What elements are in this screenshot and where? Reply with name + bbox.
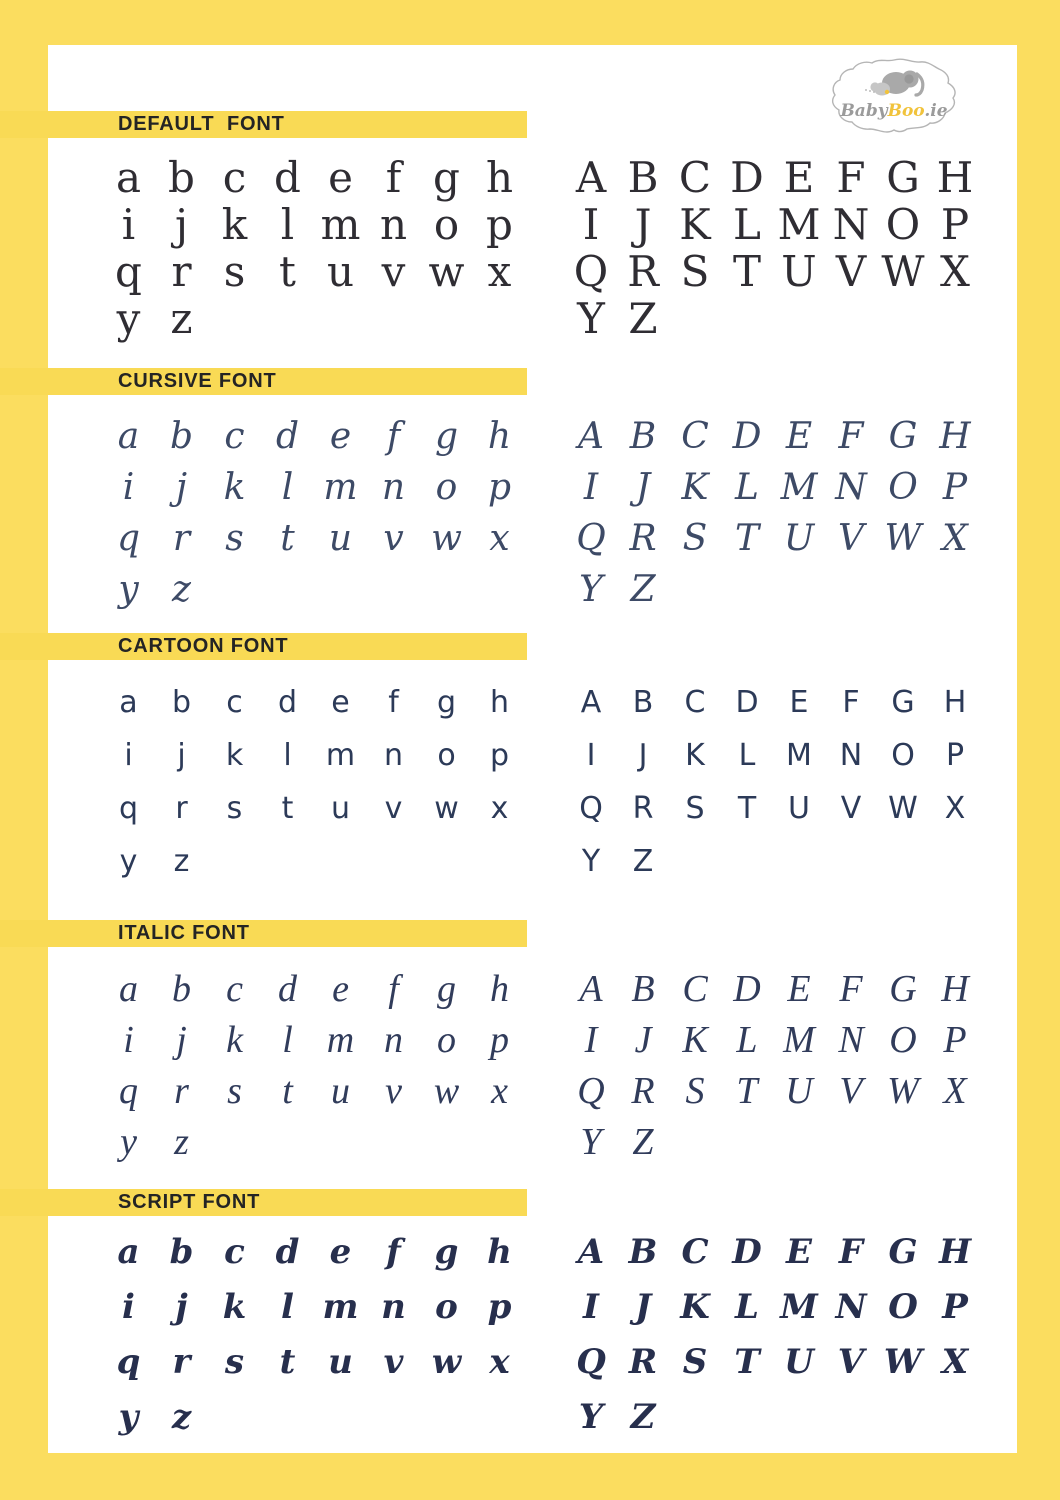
letter-glyph: j <box>175 1286 188 1327</box>
font-section <box>0 633 1060 888</box>
letter-glyph: a <box>115 152 142 202</box>
letter-glyph: v <box>383 517 404 559</box>
letter-glyph: m <box>320 199 361 249</box>
letter-glyph: M <box>777 199 821 249</box>
letter-glyph: r <box>174 1069 189 1112</box>
letter-glyph: o <box>437 1018 456 1061</box>
lowercase-letter-grid <box>102 154 526 342</box>
letter-glyph: O <box>888 466 918 508</box>
logo-text-ie: .ie <box>924 101 948 121</box>
letter-glyph: l <box>281 466 294 508</box>
letter-glyph: v <box>381 246 406 296</box>
letter-glyph: k <box>222 1286 247 1327</box>
letter-glyph: V <box>838 517 864 559</box>
letter-glyph: w <box>428 246 465 296</box>
letter-glyph: i <box>122 466 135 508</box>
letter-glyph: q <box>116 1341 141 1382</box>
letter-glyph: d <box>278 967 297 1010</box>
logo-text-baby: Baby <box>840 101 888 121</box>
section-header <box>0 1189 527 1216</box>
letter-glyph: s <box>226 790 243 826</box>
letter-glyph: A <box>578 415 604 457</box>
letter-glyph: H <box>943 684 967 720</box>
letter-glyph: Y <box>579 568 603 610</box>
letter-glyph: K <box>681 466 709 508</box>
letter-glyph: T <box>732 246 761 296</box>
letter-glyph: V <box>835 246 867 296</box>
letter-rows <box>0 154 1060 342</box>
letter-glyph: b <box>169 1231 194 1272</box>
letter-glyph: F <box>839 967 863 1010</box>
letter-glyph: c <box>224 1231 245 1272</box>
uppercase-letter-grid <box>565 676 981 888</box>
letter-glyph: z <box>173 843 190 879</box>
section-title: ITALIC FONT <box>118 922 250 944</box>
letter-glyph: K <box>682 1018 708 1061</box>
letter-glyph: b <box>172 967 191 1010</box>
letter-glyph: E <box>787 967 811 1010</box>
letter-glyph: Y <box>577 293 605 343</box>
lowercase-letter-grid <box>102 411 526 615</box>
letter-glyph: y <box>116 293 141 343</box>
letter-glyph: a <box>119 967 138 1010</box>
letter-glyph: g <box>436 684 457 720</box>
letter-glyph: x <box>489 517 510 559</box>
letter-glyph: u <box>328 1341 353 1382</box>
logo-text-boo: Boo <box>887 101 925 121</box>
letter-glyph: m <box>322 1286 359 1327</box>
letter-glyph: E <box>786 1231 812 1272</box>
letter-glyph: M <box>780 1286 818 1327</box>
letter-glyph: x <box>490 790 509 826</box>
letter-glyph: n <box>381 466 406 508</box>
letter-glyph: s <box>227 1069 242 1112</box>
letter-glyph: T <box>736 1069 758 1112</box>
letter-glyph: R <box>629 517 657 559</box>
letter-glyph: e <box>331 684 350 720</box>
letter-glyph: R <box>631 1069 655 1112</box>
letter-glyph: n <box>381 1286 406 1327</box>
letter-glyph: O <box>885 199 921 249</box>
letter-glyph: r <box>171 246 192 296</box>
letter-glyph: L <box>735 466 759 508</box>
letter-glyph: G <box>886 152 920 202</box>
letter-glyph: X <box>941 1341 969 1382</box>
letter-glyph: A <box>580 684 602 720</box>
letter-glyph: f <box>386 415 401 457</box>
letter-glyph: g <box>434 1231 459 1272</box>
letter-glyph: P <box>945 737 965 773</box>
letter-glyph: J <box>635 466 651 508</box>
letter-glyph: d <box>277 684 298 720</box>
uppercase-letter-grid <box>565 154 981 342</box>
letter-glyph: P <box>942 466 968 508</box>
letter-glyph: C <box>682 967 708 1010</box>
letter-glyph: R <box>628 1341 658 1382</box>
letter-glyph: J <box>634 199 652 249</box>
letter-glyph: v <box>385 1069 402 1112</box>
letter-glyph: w <box>431 517 462 559</box>
letter-glyph: x <box>487 246 512 296</box>
font-section <box>0 920 1060 1167</box>
letter-glyph: C <box>678 152 712 202</box>
letter-glyph: y <box>119 843 138 879</box>
letter-glyph: O <box>891 737 915 773</box>
section-title: SCRIPT FONT <box>118 1191 261 1213</box>
letter-glyph: k <box>221 199 248 249</box>
letter-glyph: J <box>634 1018 652 1061</box>
letter-glyph: W <box>881 246 925 296</box>
letter-glyph: b <box>168 152 195 202</box>
letter-glyph: h <box>485 152 514 202</box>
letter-glyph: S <box>680 246 710 296</box>
letter-glyph: U <box>781 246 817 296</box>
letter-glyph: h <box>487 415 512 457</box>
letter-glyph: l <box>281 1286 294 1327</box>
font-section <box>0 111 1060 342</box>
letter-glyph: T <box>734 517 759 559</box>
letter-glyph: l <box>282 1018 293 1061</box>
letter-glyph: C <box>681 415 709 457</box>
letter-glyph: d <box>275 1231 300 1272</box>
section-header <box>0 111 527 138</box>
letter-glyph: p <box>490 1018 509 1061</box>
letter-glyph: z <box>172 568 191 610</box>
letter-glyph: v <box>384 790 403 826</box>
letter-glyph: A <box>575 152 607 202</box>
letter-glyph: F <box>836 152 866 202</box>
letter-glyph: o <box>435 1286 458 1327</box>
letter-glyph: q <box>119 1069 138 1112</box>
letter-glyph: Y <box>578 1396 604 1437</box>
letter-glyph: L <box>738 737 756 773</box>
letter-glyph: K <box>680 1286 710 1327</box>
letter-glyph: K <box>679 199 711 249</box>
letter-glyph: c <box>224 415 245 457</box>
letter-glyph: n <box>379 199 408 249</box>
letter-glyph: i <box>121 199 136 249</box>
letter-glyph: M <box>786 737 812 773</box>
letter-glyph: c <box>226 684 243 720</box>
letter-glyph: g <box>434 415 459 457</box>
letter-glyph: s <box>223 246 246 296</box>
letter-glyph: G <box>889 967 917 1010</box>
letter-glyph: N <box>838 1018 864 1061</box>
letter-glyph: a <box>117 415 140 457</box>
letter-glyph: W <box>888 790 918 826</box>
letter-glyph: S <box>685 1069 705 1112</box>
letter-glyph: W <box>883 1341 923 1382</box>
letter-glyph: S <box>685 790 705 826</box>
letter-glyph: I <box>584 1018 598 1061</box>
letter-glyph: Z <box>630 1396 656 1437</box>
letter-glyph: y <box>120 1120 137 1163</box>
section-header <box>0 368 527 395</box>
letter-glyph: D <box>732 415 762 457</box>
letter-glyph: X <box>943 1069 967 1112</box>
letter-glyph: I <box>586 737 596 773</box>
letter-glyph: S <box>682 1341 708 1382</box>
letter-glyph: E <box>785 415 813 457</box>
lowercase-letter-grid <box>102 676 526 888</box>
letter-glyph: P <box>940 199 970 249</box>
letter-glyph: K <box>685 737 705 773</box>
letter-glyph: v <box>383 1341 404 1382</box>
letter-glyph: j <box>175 466 188 508</box>
letter-glyph: q <box>116 517 141 559</box>
letter-glyph: B <box>632 684 654 720</box>
letter-glyph: A <box>579 967 603 1010</box>
letter-glyph: Z <box>632 843 654 879</box>
letter-glyph: d <box>274 152 301 202</box>
letter-glyph: C <box>681 1231 709 1272</box>
letter-glyph: e <box>329 1231 352 1272</box>
letter-glyph: N <box>839 737 863 773</box>
letter-glyph: w <box>434 790 459 826</box>
letter-glyph: p <box>489 737 510 773</box>
letter-glyph: t <box>279 246 296 296</box>
lowercase-letter-grid <box>102 963 526 1167</box>
letter-glyph: A <box>577 1231 605 1272</box>
letter-glyph: h <box>490 967 509 1010</box>
letter-glyph: I <box>583 466 599 508</box>
letter-glyph: o <box>433 199 460 249</box>
font-section <box>0 368 1060 615</box>
letter-glyph: N <box>832 199 870 249</box>
letter-glyph: s <box>225 517 244 559</box>
letter-glyph: G <box>888 415 918 457</box>
letter-glyph: F <box>842 684 860 720</box>
letter-glyph: r <box>172 1341 191 1382</box>
letter-glyph: z <box>171 1396 192 1437</box>
letter-glyph: k <box>225 737 244 773</box>
letter-glyph: t <box>281 790 294 826</box>
letter-glyph: U <box>784 1341 814 1382</box>
letter-glyph: g <box>433 152 460 202</box>
letter-glyph: p <box>486 199 513 249</box>
letter-glyph: f <box>388 967 399 1010</box>
letter-glyph: p <box>487 466 512 508</box>
letter-glyph: L <box>733 199 761 249</box>
letter-glyph: x <box>491 1069 508 1112</box>
letter-glyph: R <box>632 790 654 826</box>
letter-glyph: G <box>888 1231 918 1272</box>
uppercase-letter-grid <box>565 1224 981 1444</box>
uppercase-letter-grid <box>565 963 981 1167</box>
letter-glyph: i <box>123 1018 134 1061</box>
letter-glyph: Q <box>576 1341 606 1382</box>
letter-glyph: x <box>489 1341 510 1382</box>
letter-glyph: H <box>941 967 969 1010</box>
letter-glyph: s <box>224 1341 245 1382</box>
letter-glyph: c <box>226 967 243 1010</box>
letter-glyph: W <box>884 517 922 559</box>
letter-glyph: V <box>839 1069 863 1112</box>
letter-glyph: F <box>838 1231 864 1272</box>
letter-glyph: V <box>837 1341 865 1382</box>
letter-glyph: e <box>332 967 349 1010</box>
letter-glyph: N <box>835 466 867 508</box>
letter-glyph: U <box>783 517 815 559</box>
letter-glyph: j <box>174 199 189 249</box>
letter-glyph: L <box>736 1018 758 1061</box>
section-header <box>0 920 527 947</box>
letter-glyph: Z <box>630 568 656 610</box>
letter-glyph: Q <box>576 517 606 559</box>
letter-glyph: Y <box>580 1120 602 1163</box>
letter-glyph: J <box>634 1286 652 1327</box>
letter-glyph: Z <box>632 1120 654 1163</box>
letter-glyph: e <box>329 415 352 457</box>
letter-glyph: t <box>282 1069 293 1112</box>
letter-glyph: B <box>631 967 655 1010</box>
letter-glyph: D <box>735 684 759 720</box>
letter-glyph: f <box>388 684 399 720</box>
letter-glyph: Z <box>628 293 658 343</box>
letter-glyph: i <box>122 1286 135 1327</box>
letter-glyph: f <box>385 152 402 202</box>
letter-glyph: X <box>944 790 966 826</box>
letter-glyph: e <box>328 152 353 202</box>
letter-glyph: q <box>115 246 142 296</box>
letter-glyph: J <box>638 737 648 773</box>
letter-glyph: B <box>628 1231 658 1272</box>
letter-glyph: I <box>583 1286 599 1327</box>
letter-glyph: u <box>330 790 350 826</box>
letter-glyph: O <box>889 1018 917 1061</box>
letter-glyph: j <box>176 1018 187 1061</box>
letter-glyph: Q <box>573 246 609 296</box>
letter-glyph: u <box>326 246 355 296</box>
letter-glyph: r <box>175 790 188 826</box>
letter-glyph: h <box>489 684 509 720</box>
letter-glyph: O <box>888 1286 918 1327</box>
letter-glyph: o <box>437 737 456 773</box>
letter-glyph: E <box>783 152 815 202</box>
letter-glyph: P <box>942 1286 968 1327</box>
letter-glyph: D <box>730 152 764 202</box>
letter-glyph: c <box>222 152 247 202</box>
letter-glyph: M <box>783 1018 815 1061</box>
letter-glyph: n <box>383 737 403 773</box>
letter-glyph: S <box>682 517 708 559</box>
letter-glyph: n <box>384 1018 403 1061</box>
letter-glyph: b <box>169 415 194 457</box>
letter-glyph: E <box>789 684 809 720</box>
letter-glyph: N <box>835 1286 867 1327</box>
letter-glyph: Q <box>579 790 603 826</box>
letter-glyph: k <box>223 466 246 508</box>
letter-glyph: D <box>733 967 761 1010</box>
letter-glyph: t <box>280 517 295 559</box>
letter-glyph: H <box>939 415 971 457</box>
section-title: CURSIVE FONT <box>118 370 277 392</box>
letter-glyph: R <box>627 246 659 296</box>
letter-rows <box>0 1224 1060 1444</box>
letter-glyph: g <box>437 967 456 1010</box>
letter-glyph: p <box>487 1286 512 1327</box>
letter-glyph: u <box>331 1069 350 1112</box>
letter-glyph: l <box>283 737 292 773</box>
letter-glyph: t <box>279 1341 296 1382</box>
letter-glyph: l <box>280 199 295 249</box>
letter-glyph: D <box>732 1231 762 1272</box>
letter-glyph: U <box>785 1069 813 1112</box>
letter-glyph: w <box>433 1069 460 1112</box>
letter-glyph: H <box>938 1231 972 1272</box>
section-title: DEFAULT FONT <box>118 113 285 135</box>
letter-glyph: i <box>124 737 133 773</box>
letter-glyph: G <box>891 684 915 720</box>
letter-glyph: d <box>275 415 300 457</box>
letter-glyph: o <box>435 466 458 508</box>
letter-glyph: B <box>627 152 659 202</box>
uppercase-letter-grid <box>565 411 981 615</box>
letter-glyph: Y <box>581 843 601 879</box>
letter-glyph: I <box>582 199 600 249</box>
letter-rows <box>0 676 1060 888</box>
letter-rows <box>0 963 1060 1167</box>
letter-glyph: L <box>735 1286 759 1327</box>
letter-glyph: m <box>325 737 356 773</box>
letter-glyph: X <box>940 246 970 296</box>
font-section <box>0 1189 1060 1444</box>
letter-glyph: P <box>943 1018 967 1061</box>
letter-glyph: Q <box>577 1069 605 1112</box>
letter-glyph: T <box>734 1341 760 1382</box>
letter-glyph: z <box>170 293 193 343</box>
letter-glyph: k <box>226 1018 243 1061</box>
letter-glyph: F <box>838 415 864 457</box>
letter-glyph: a <box>117 1231 140 1272</box>
letter-glyph: U <box>788 790 810 826</box>
letter-glyph: X <box>942 517 968 559</box>
letter-glyph: f <box>386 1231 401 1272</box>
letter-glyph: T <box>737 790 757 826</box>
section-title: CARTOON FONT <box>118 635 289 657</box>
letter-glyph: y <box>118 568 139 610</box>
lowercase-letter-grid <box>102 1224 526 1444</box>
letter-glyph: B <box>629 415 657 457</box>
letter-glyph: q <box>118 790 139 826</box>
letter-glyph: W <box>887 1069 919 1112</box>
letter-glyph: j <box>177 737 186 773</box>
letter-glyph: h <box>487 1231 512 1272</box>
letter-glyph: H <box>936 152 974 202</box>
letter-glyph: r <box>172 517 191 559</box>
section-header <box>0 633 527 660</box>
letter-glyph: m <box>323 466 358 508</box>
letter-glyph: z <box>174 1120 189 1163</box>
letter-glyph: a <box>119 684 138 720</box>
letter-glyph: m <box>326 1018 355 1061</box>
letter-glyph: M <box>780 466 818 508</box>
letter-glyph: u <box>328 517 353 559</box>
letter-rows <box>0 411 1060 615</box>
letter-glyph: V <box>840 790 862 826</box>
letter-glyph: y <box>118 1396 139 1437</box>
letter-glyph: w <box>431 1341 462 1382</box>
letter-glyph: b <box>171 684 192 720</box>
letter-glyph: C <box>684 684 706 720</box>
